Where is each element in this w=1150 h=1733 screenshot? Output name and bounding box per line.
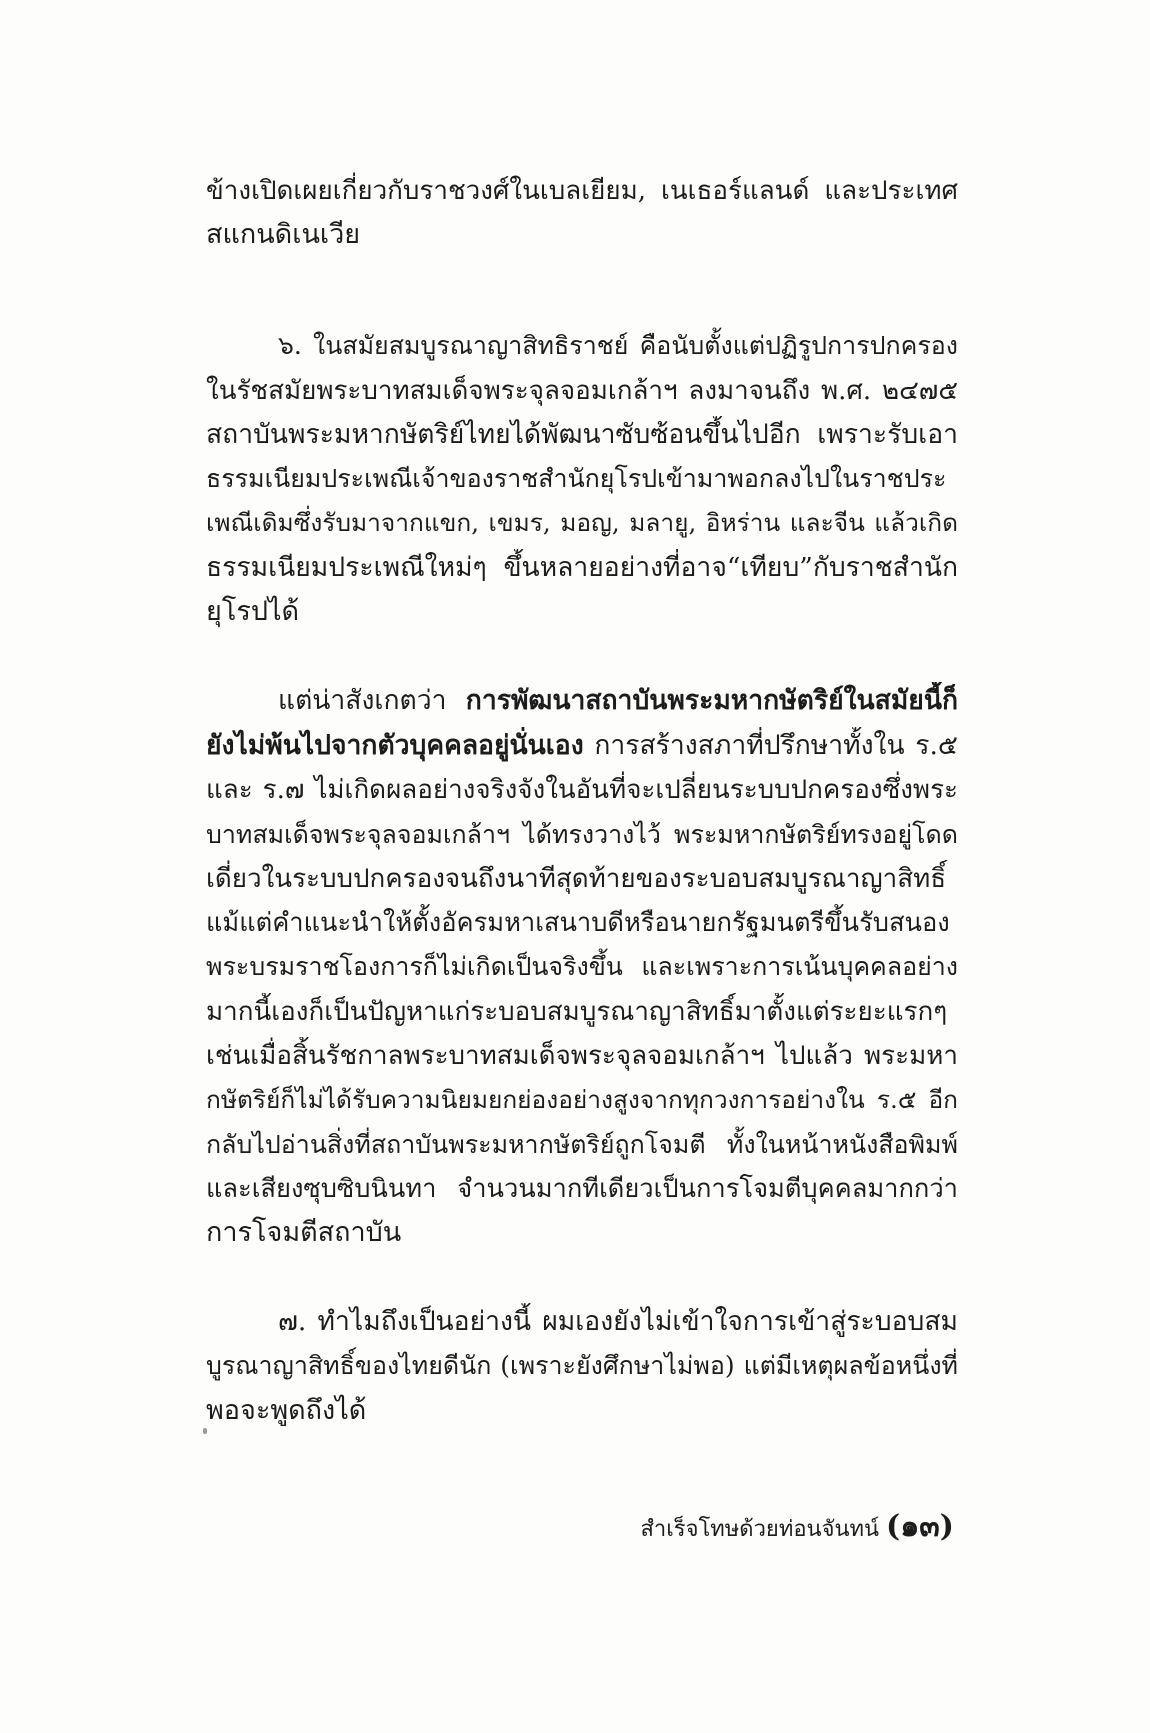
text-line <box>278 682 958 720</box>
text-run: แต่น่าสังเกตว่า <box>278 685 466 716</box>
text-line: มากนี้เองก็เป็นปัญหาแก่ระบอบสมบูรณาญาสิทธิ์มาตั้งแต่ระยะแรกๆ <box>206 997 948 1027</box>
text-line: เช่นเมื่อสิ้นรัชกาลพระบาทสมเด็จพระจุลจอมเกล้าฯ ไปแล้ว พระมหา <box>206 1041 958 1071</box>
page-number: (๑๓) <box>886 1509 954 1544</box>
text-line: และเสียงซุบซิบนินทา จำนวนมากทีเดียวเป็นการโจมตีบุคคลมากกว่า <box>206 1174 958 1204</box>
text-line: พระบรมราชโองการก็ไม่เกิดเป็นจริงขึ้น และเพราะการเน้นบุคคลอย่าง <box>206 952 958 981</box>
text-line: แม้แต่คำแนะนำให้ตั้งอัครมหาเสนาบดีหรือนายกรัฐมนตรีขึ้นรับสนอง <box>206 908 950 938</box>
text-line: เพณีเดิมซึ่งรับมาจากแขก, เขมร, มอญ, มลายู, อิหร่าน และจีน แล้วเกิด <box>206 508 958 537</box>
emphasis-text: การพัฒนาสถาบันพระมหากษัตริย์ในสมัยนี้ก็ <box>465 685 958 716</box>
page-footer <box>640 1511 954 1546</box>
text-line: บาทสมเด็จพระจุลจอมเกล้าฯ ได้ทรงวางไว้ พระมหากษัตริย์ทรงอยู่โดด <box>206 820 958 849</box>
text-line: กษัตริย์ก็ไม่ได้รับความนิยมยกย่องอย่างสูงจากทุกวงการอย่างใน ร.๕ อีก <box>206 1085 958 1114</box>
text-line: ๖. ในสมัยสมบูรณาญาสิทธิราชย์ คือนับตั้งแต่ปฏิรูปการปกครอง <box>278 331 958 360</box>
text-line: กลับไปอ่านสิ่งที่สถาบันพระมหากษัตริย์ถูกโจมตี ทั้งในหน้าหนังสือพิมพ์ <box>206 1130 958 1159</box>
text-line: ธรรมเนียมประเพณีเจ้าของราชสำนักยุโรปเข้ามาพอกลงไปในราชประ <box>206 464 947 493</box>
text-line: พอจะพูดถึงได้ <box>206 1395 367 1426</box>
text-line: ในรัชสมัยพระบาทสมเด็จพระจุลจอมเกล้าฯ ลงมาจนถึง พ.ศ. ๒๔๗๕ <box>206 376 958 406</box>
text-line: บูรณาญาสิทธิ์ของไทยดีนัก (เพราะยังศึกษาไม่พอ) แต่มีเหตุผลข้อหนึ่งที่ <box>206 1351 958 1380</box>
text-line: ๗. ทำไมถึงเป็นอย่างนี้ ผมเองยังไม่เข้าใจการเข้าสู่ระบอบสม <box>278 1306 958 1337</box>
text-line: สแกนดิเนเวีย <box>206 219 361 250</box>
text-line: ธรรมเนียมประเพณีใหม่ๆ ขึ้นหลายอย่างที่อาจ“เทียบ”กับราชสำนัก <box>206 552 958 583</box>
text-run: การสร้างสภาที่ปรึกษาทั้งใน ร.๕ <box>583 730 958 761</box>
scan-speck <box>203 1428 207 1434</box>
text-line: และ ร.๗ ไม่เกิดผลอย่างจริงจังในอันที่จะเปลี่ยนระบบปกครองซึ่งพระ <box>206 775 958 805</box>
text-line: ยุโรปได้ <box>206 596 300 627</box>
text-line: สถาบันพระมหากษัตริย์ไทยได้พัฒนาซับซ้อนขึ้นไปอีก เพราะรับเอา <box>206 419 958 450</box>
text-line: การโจมตีสถาบัน <box>206 1217 402 1248</box>
text-line <box>206 727 958 765</box>
text-line: ข้างเปิดเผยเกี่ยวกับราชวงศ์ในเบลเยียม, เนเธอร์แลนด์ และประเทศ <box>206 176 958 206</box>
book-title: สำเร็จโทษด้วยท่อนจันทน์ <box>640 1517 880 1542</box>
emphasis-text: ยังไม่พ้นไปจากตัวบุคคลอยู่นั่นเอง <box>206 730 584 761</box>
text-line: เดี่ยวในระบบปกครองจนถึงนาทีสุดท้ายของระบอบสมบูรณาญาสิทธิ์ <box>206 864 947 894</box>
